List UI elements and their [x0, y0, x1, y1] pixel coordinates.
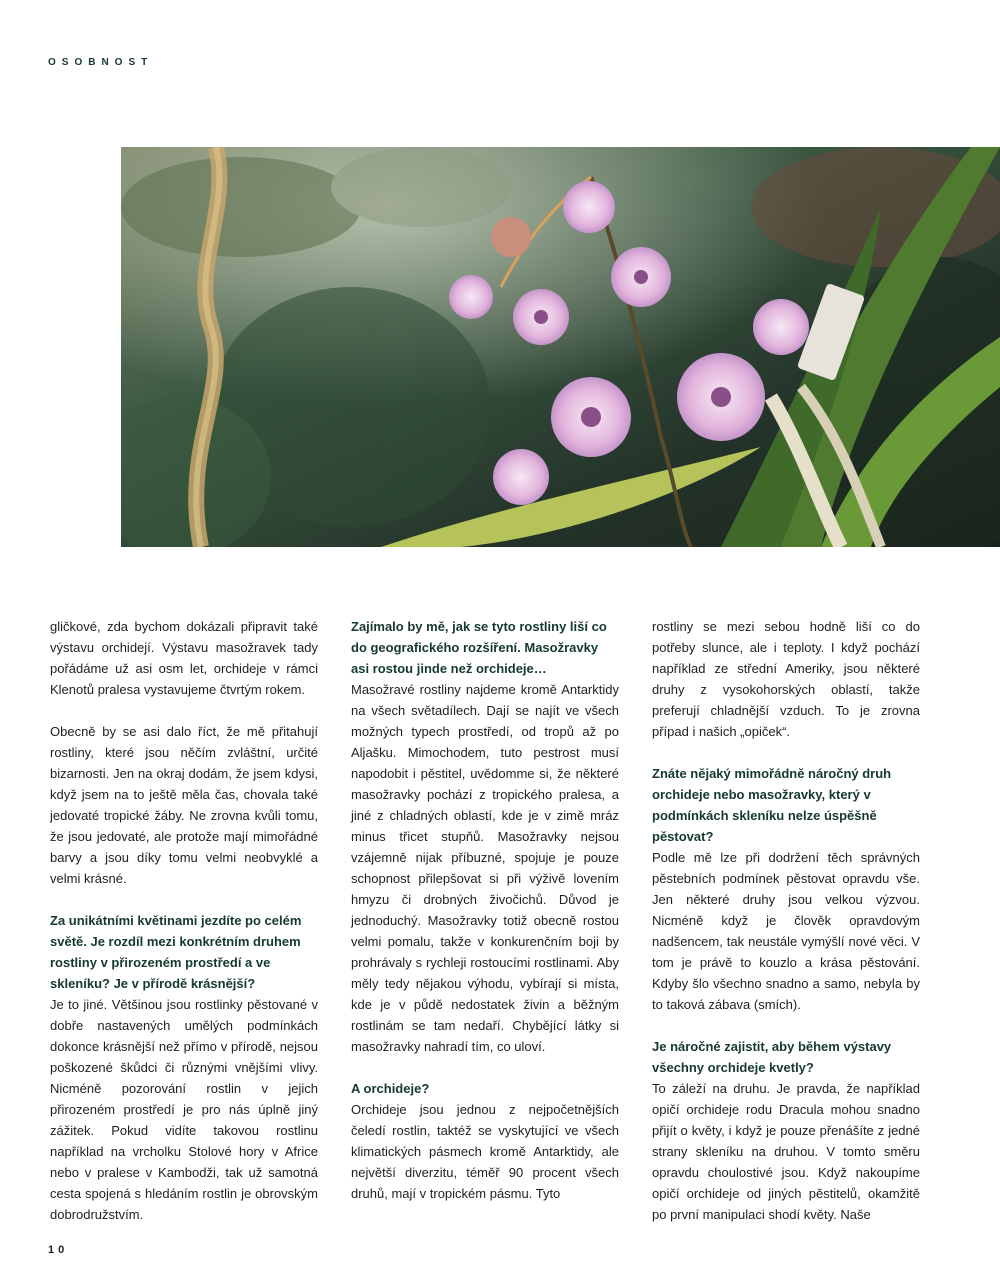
interview-answer: Je to jiné. Většinou jsou rostlinky pěstované v dobře nastavených umělých podmínkách dokonce krásnější než přímo v přírodě, nejsou poškozené škůdci či různými vnějšími vlivy. Nicméně pozorování rostlin v jejich přirozeném prostředí je pro nás úplně jiný zážitek. Pokud vidíte takovou rostlinu například na vrcholku Stolové hory v Africe nebo v pralese v Kambodži, tak už samotná cesta spojená s hledáním rostlin je obrovským dobrodružstvím.: [50, 997, 318, 1222]
interview-answer: Podle mě lze při dodržení těch správných pěstebních podmínek pěstovat opravdu vše. Jen některé druhy jsou velkou výzvou. Nicméně když je člověk opravdovým nadšencem, tak neustále vymýšlí nové věci. V tom je právě to kouzlo a krása pěstování. Kdyby šlo všechno snadno a samo, nebyla by to taková zábava (smích).: [652, 850, 920, 1012]
text-column-2: [351, 616, 619, 1225]
interview-answer: Masožravé rostliny najdeme kromě Antarktidy na všech světadílech. Dají se najít ve všech možných typech prostředí, od tropů až po Aljašku. Mimochodem, tuto pestrost musí napodobit i pěstitel, uvědomme si, že některé masožravky pochází z tropického pralesa, a jiné z chladných oblastí, kde je v zimě mráz minus třicet stupňů. Masožravky nejsou vzájemně nijak příbuzné, spojuje je pouze schopnost přilepšovat si při výživě lovením hmyzu či drobných živočichů. Důvod je jednoduchý. Masožravky totiž obecně rostou velmi pomalu, takže v konkurenčním boji by prohrávaly s rychleji rostoucími rostlinami. Aby měly tedy nějakou výhodu, vybírají si místa, kde je v půdě nedostatek živin a běžným rostlinám se tam nedaří. Chybějící látky si masožravky nahradí tím, co uloví.: [351, 682, 619, 1054]
paragraph: Obecně by se asi dalo říct, že mě přitahují rostliny, které jsou něčím zvláštní, určité bizarnosti. Jen na okraj dodám, že jsem kdysi, když jsem na to ještě měla čas, chovala také jedovaté tropické žáby. Ne zrovna kvůli tomu, že jsou jedovaté, ale protože mají mimořádné barvy a jsou díky tomu velmi neobvyklé a velmi krásné.: [50, 724, 318, 886]
text-column-3: [652, 616, 920, 1246]
paragraph: rostliny se mezi sebou hodně liší co do potřeby slunce, ale i teploty. I když pochází například ze střední Ameriky, jsou některé druhy z vysokohorských oblastí, takže preferují chladnější vzduch. To je zrovna případ i našich „opiček“.: [652, 619, 920, 739]
interview-question: Znáte nějaký mimořádně náročný druh orchideje nebo masožravky, který v podmínkách skleníku nelze úspěšně pěstovat?: [652, 766, 892, 844]
interview-answer: Orchideje jsou jednou z nejpočetnějších čeledí rostlin, taktéž se vyskytující ve všech klimatických pásmech kromě Antarktidy, ale největší diverzitu, téměř 90 procent všech druhů, mají v tropickém pásmu. Tyto: [351, 1102, 619, 1201]
interview-question: Zajímalo by mě, jak se tyto rostliny liší co do geografického rozšíření. Masožravky asi rostou jinde než orchideje…: [351, 619, 607, 676]
interview-question: Je náročné zajistit, aby během výstavy všechny orchideje kvetly?: [652, 1039, 892, 1075]
text-column-1: [50, 616, 318, 1246]
orchid-photo: [121, 147, 1000, 547]
interview-question: Za unikátními květinami jezdíte po celém světě. Je rozdíl mezi konkrétním druhem rostliny v přirozeném prostředí a ve skleníku? Je v přírodě krásnější?: [50, 913, 302, 991]
page-number: 10: [48, 1244, 69, 1256]
paragraph: gličkové, zda bychom dokázali připravit také výstavu orchidejí. Výstavu masožravek tady pořádáme už asi osm let, orchideje v rámci Klenotů pralesa vystavujeme čtvrtým rokem.: [50, 619, 318, 697]
section-label: OSOBNOST: [48, 57, 154, 68]
interview-question: A orchideje?: [351, 1081, 430, 1096]
interview-answer: To záleží na druhu. Je pravda, že například opičí orchideje rodu Dracula mohou snadno přijít o květy, i když je pouze přenášíte z jedné strany skleníku na druhou. V tomto směru opravdu choulostivé jsou. Když nakoupíme opičí orchideje od jiných pěstitelů, okamžitě po první manipulaci shodí květy. Naše: [652, 1081, 920, 1222]
